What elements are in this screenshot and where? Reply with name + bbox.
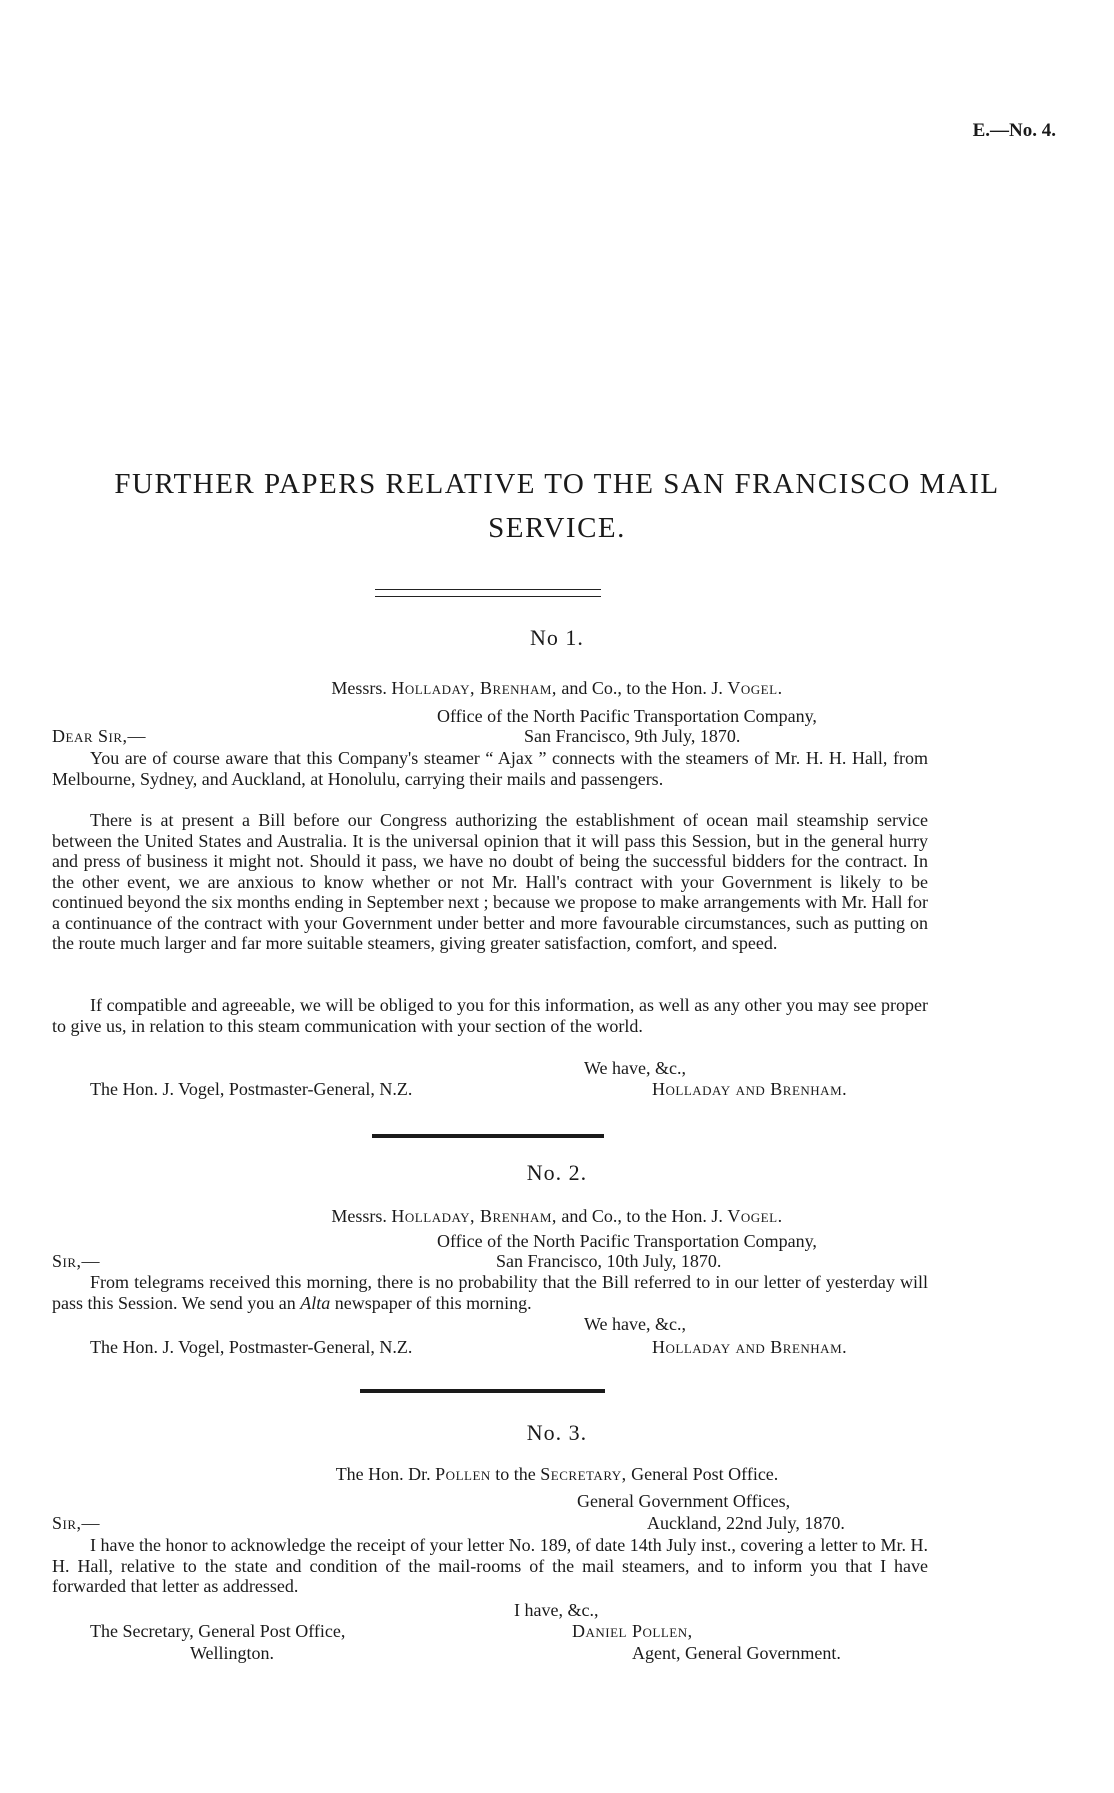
letter-2-address-line2: San Francisco, 10th July, 1870. xyxy=(496,1251,722,1271)
letter-1-signature: Holladay and Brenham. xyxy=(652,1079,848,1099)
letter-1-heading: Messrs. Holladay, Brenham, and Co., to the Hon. J. Vogel. xyxy=(331,678,783,698)
letter-3-recipient-line1: The Secretary, General Post Office, xyxy=(90,1621,346,1641)
letter-2-number: No. 2. xyxy=(526,1160,588,1185)
title-double-rule xyxy=(375,589,601,597)
letter-1-salutation: Dear Sir,— xyxy=(52,726,147,746)
letter-3-closing: I have, &c., xyxy=(514,1600,599,1620)
letter-1-number: No 1. xyxy=(530,625,584,650)
letter-2-closing: We have, &c., xyxy=(584,1314,687,1334)
letter-1-address-line2: San Francisco, 9th July, 1870. xyxy=(524,726,741,746)
letter-1-recipient: The Hon. J. Vogel, Postmaster-General, N.Z. xyxy=(90,1079,413,1099)
letter-3-heading: The Hon. Dr. Pollen to the Secretary, General Post Office. xyxy=(335,1464,779,1484)
letter-1-paragraph-1: You are of course aware that this Company's steamer “ Ajax ” connects with the steamers of Mr. H. H. Hall, from Melbourne, Sydney, and Auckland, at Honolulu, carrying their mails and passengers. xyxy=(52,748,928,789)
letter-3-body: I have the honor to acknowledge the receipt of your letter No. 189, of date 14th July inst., covering a letter to Mr. H. H. Hall, relative to the state and condition of the mail-rooms of the mail steamers, and to inform you that I have forwarded that letter as addressed. xyxy=(52,1535,928,1596)
letter-1-address-line1: Office of the North Pacific Transportation Company, xyxy=(437,706,817,726)
letter-3-number: No. 3. xyxy=(526,1420,588,1445)
letter-2-body: From telegrams received this morning, there is no probability that the Bill referred to in our letter of yesterday will pass this Session. We send you an Alta newspaper of this morning. xyxy=(52,1272,928,1313)
letter-1-closing: We have, &c., xyxy=(584,1058,687,1078)
letter-3-salutation: Sir,— xyxy=(52,1513,101,1533)
letter-3-address-line2: Auckland, 22nd July, 1870. xyxy=(647,1513,845,1533)
letter-3-recipient-line2: Wellington. xyxy=(190,1643,275,1663)
letter-1-paragraph-2: There is at present a Bill before our Congress authorizing the establishment of ocean mail steamship service between the United States and Australia. It is the universal opinion that it will pass this Session, but in the general hurry and press of business it might not. Should it pass, we have no doubt of being the successful bidders for the contract. In the other event, we are anxious to know whether or not Mr. Hall's contract with your Government is likely to be continued beyond the six months ending in September next ; because we propose to make arrangements with Mr. Hall for a continuance of the contract with your Government under better and more favourable circumstances, such as putting on the route much larger and far more suitable steamers, giving greater satisfaction, comfort, and speed. xyxy=(52,810,928,953)
letter-2-recipient: The Hon. J. Vogel, Postmaster-General, N.Z. xyxy=(90,1337,413,1357)
document-title-line1: FURTHER PAPERS RELATIVE TO THE SAN FRANCISCO MAIL xyxy=(114,468,1000,500)
page-reference: E.—No. 4. xyxy=(972,120,1056,141)
letter-2-address-line1: Office of the North Pacific Transportation Company, xyxy=(437,1231,817,1251)
letter-2-salutation: Sir,— xyxy=(52,1251,101,1271)
letter-3-address-line1: General Government Offices, xyxy=(577,1491,791,1511)
letter-2-heading: Messrs. Holladay, Brenham, and Co., to the Hon. J. Vogel. xyxy=(331,1206,783,1226)
separator-rule-2 xyxy=(360,1389,605,1393)
separator-rule-1 xyxy=(372,1134,604,1138)
letter-3-signature: Daniel Pollen, xyxy=(572,1621,693,1641)
letter-2-signature: Holladay and Brenham. xyxy=(652,1337,848,1357)
letter-1-paragraph-3: If compatible and agreeable, we will be obliged to you for this information, as well as any other you may see proper to give us, in relation to this steam communication with your section of the world. xyxy=(52,995,928,1036)
letter-3-signature-title: Agent, General Government. xyxy=(632,1643,841,1663)
document-title-line2: SERVICE. xyxy=(488,512,626,544)
